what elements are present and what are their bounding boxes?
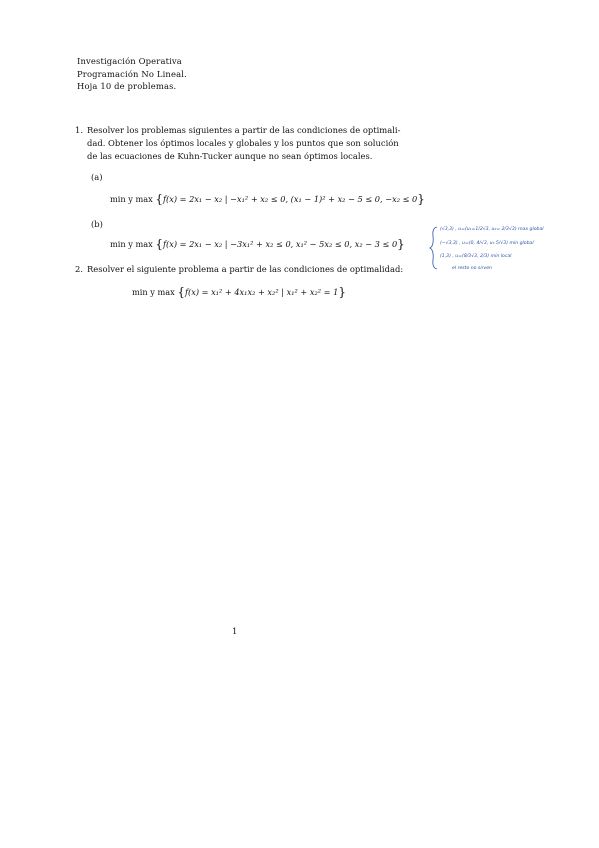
course-title: Investigación Operativa [77,56,182,66]
handwritten-note-1: (√3,3) , u=(u₁=1/2√3, u₂= 2/3√3) max global [440,227,544,232]
handwritten-brace [429,226,439,270]
problem-2-text: Resolver el siguiente problema a partir de las condiciones de optimalidad: [87,264,404,274]
part-a-constraints: −x₁² + x₂ ≤ 0, (x₁ − 1)² + x₂ − 5 ≤ 0, −x₂ ≤ 0 [230,194,418,204]
part-b-formula: min y max {f(x) = 2x₁ − x₂ | −3x₁² + x₂ ≤ 0, x₁² − 5x₂ ≤ 0, x₂ − 3 ≤ 0} [110,237,405,251]
part-b-constraints: −3x₁² + x₂ ≤ 0, x₁² − 5x₂ ≤ 0, x₂ − 3 ≤ 0 [230,239,398,249]
problem-1-number: 1. [75,125,83,135]
sheet-title: Hoja 10 de problemas. [77,81,177,91]
problem-2-constraint: x₁² + x₂² = 1 [286,287,339,297]
part-b-objective: f(x) = 2x₁ − x₂ [163,239,223,249]
problem-2-prefix: min y max [132,287,175,297]
page-number: 1 [232,626,238,636]
part-a-formula: min y max {f(x) = 2x₁ − x₂ | −x₁² + x₂ ≤ 0, (x₁ − 1)² + x₂ − 5 ≤ 0, −x₂ ≤ 0} [110,192,425,206]
problem-1-line-3: de las ecuaciones de Kuhn-Tucker aunque no sean óptimos locales. [87,151,373,161]
problem-2-formula: min y max {f(x) = x₁² + 4x₁x₂ + x₂² | x₁² + x₂² = 1} [132,285,346,299]
part-b-prefix: min y max [110,239,153,249]
part-a-label: (a) [91,172,103,182]
problem-2-number: 2. [75,264,83,274]
problem-2-objective: f(x) = x₁² + 4x₁x₂ + x₂² [185,287,279,297]
handwritten-note-4: el resto no sirven [452,266,492,271]
part-a-prefix: min y max [110,194,153,204]
problem-1-statement [75,124,425,163]
problem-1-line-2: dad. Obtener los óptimos locales y globales y los puntos que son solución [87,138,399,148]
handwritten-note-2: (−√3,3) , u=(0, 4/√3, u₃ 5/√3) min global [440,241,534,246]
part-b-label: (b) [91,219,103,229]
problem-1-line-1: Resolver los problemas siguientes a partir de las condiciones de optimali- [87,125,401,135]
problem-2-statement [75,264,403,274]
document-header [77,55,187,93]
part-a-objective: f(x) = 2x₁ − x₂ [163,194,223,204]
handwritten-note-3: (1,3) , u=(8/3√3, 2/3) min local [440,254,512,259]
topic-title: Programación No Lineal. [77,68,187,79]
